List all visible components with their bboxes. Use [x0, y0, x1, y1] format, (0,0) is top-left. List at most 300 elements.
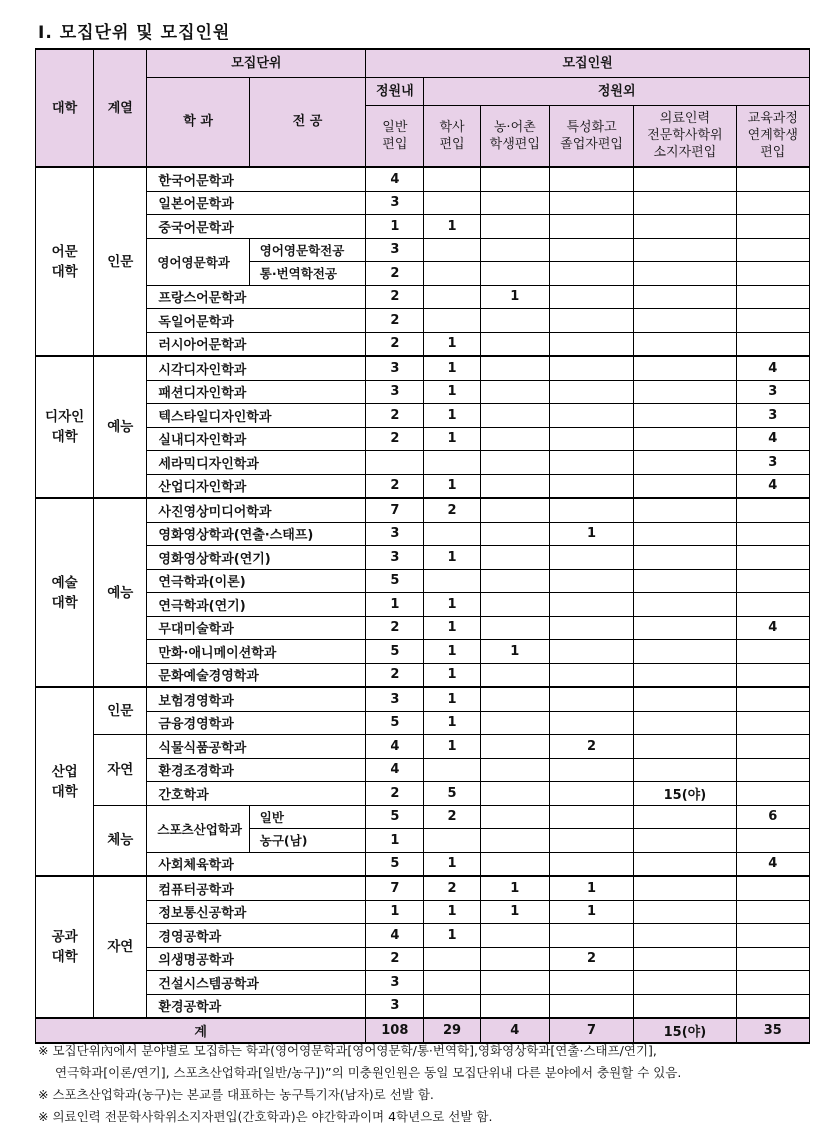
value-cell [549, 285, 633, 309]
value-cell: 1 [366, 215, 424, 239]
value-cell [480, 569, 549, 593]
table-row [36, 285, 810, 309]
value-cell [480, 616, 549, 640]
value-cell: 1 [480, 640, 549, 664]
value-cell [480, 829, 549, 853]
value-cell: 2 [366, 616, 424, 640]
value-cell: 4 [736, 474, 809, 498]
value-cell [634, 735, 736, 759]
value-cell: 1 [424, 687, 480, 711]
value-cell [480, 332, 549, 356]
value-cell [634, 663, 736, 687]
value-cell: 4 [366, 758, 424, 782]
college-cell: 예술 대학 [36, 498, 94, 687]
value-cell [424, 569, 480, 593]
value-cell [736, 924, 809, 948]
header-major: 전 공 [249, 77, 365, 167]
value-cell: 4 [736, 356, 809, 380]
value-cell: 1 [424, 900, 480, 924]
value-cell [549, 711, 633, 735]
value-cell [480, 711, 549, 735]
value-cell [736, 262, 809, 286]
value-cell: 5 [366, 640, 424, 664]
value-cell [480, 593, 549, 617]
value-cell: 4 [366, 167, 424, 191]
value-cell: 3 [366, 238, 424, 262]
value-cell: 5 [366, 852, 424, 876]
value-cell [736, 687, 809, 711]
total-value: 29 [424, 1018, 480, 1043]
table-row [36, 498, 810, 522]
dept-cell: 사진영상미디어학과 [147, 498, 366, 522]
value-cell [480, 994, 549, 1018]
value-cell: 5 [424, 782, 480, 806]
value-cell [424, 994, 480, 1018]
value-cell: 2 [366, 309, 424, 333]
table-row [36, 309, 810, 333]
value-cell [634, 238, 736, 262]
value-cell [549, 994, 633, 1018]
value-cell [424, 451, 480, 475]
value-cell: 1 [424, 852, 480, 876]
value-cell: 2 [366, 285, 424, 309]
note-line: ※ 의료인력 전문학사학위소지자편입(간호학과)은 야간학과이며 4학년으로 선발 함. [38, 1109, 493, 1124]
value-cell [634, 805, 736, 829]
dept-cell: 정보통신공학과 [147, 900, 366, 924]
value-cell [424, 191, 480, 215]
value-cell: 3 [366, 356, 424, 380]
value-cell: 1 [424, 474, 480, 498]
value-cell [736, 167, 809, 191]
value-cell [736, 947, 809, 971]
total-row [36, 1018, 810, 1043]
value-cell: 1 [366, 900, 424, 924]
value-cell [634, 852, 736, 876]
value-cell [424, 262, 480, 286]
value-cell [736, 829, 809, 853]
value-cell [634, 876, 736, 900]
value-cell [549, 262, 633, 286]
dept-cell: 문화예술경영학과 [147, 663, 366, 687]
value-cell [424, 829, 480, 853]
value-cell: 5 [366, 569, 424, 593]
value-cell [549, 616, 633, 640]
table-row [36, 356, 810, 380]
header-within-quota: 정원내 [366, 77, 424, 105]
value-cell [634, 191, 736, 215]
value-cell: 3 [366, 971, 424, 995]
note-line: ※ 스포츠산업학과(농구)는 본교를 대표하는 농구특기자(남자)로 선발 함. [38, 1087, 434, 1102]
table-row [36, 167, 810, 191]
dept-cell: 식물식품공학과 [147, 735, 366, 759]
major-cell: 일반 [249, 805, 365, 829]
value-cell [634, 167, 736, 191]
value-cell [480, 404, 549, 428]
table-row [36, 852, 810, 876]
header-dept: 학 과 [147, 77, 249, 167]
dept-cell: 실내디자인학과 [147, 427, 366, 451]
table-row [36, 663, 810, 687]
dept-cell: 독일어문학과 [147, 309, 366, 333]
dept-cell: 컴퓨터공학과 [147, 876, 366, 900]
value-cell [736, 782, 809, 806]
dept-cell: 만화·애니메이션학과 [147, 640, 366, 664]
notes [38, 1040, 818, 1128]
total-label: 계 [36, 1018, 366, 1043]
dept-cell: 스포츠산업학과 [147, 805, 249, 852]
value-cell [634, 380, 736, 404]
value-cell: 6 [736, 805, 809, 829]
header-outside-quota: 정원외 [424, 77, 810, 105]
table-row [36, 735, 810, 759]
value-cell [480, 924, 549, 948]
value-cell: 1 [424, 640, 480, 664]
value-cell [549, 569, 633, 593]
value-cell: 2 [549, 947, 633, 971]
value-cell [634, 971, 736, 995]
value-cell [634, 640, 736, 664]
value-cell: 3 [366, 191, 424, 215]
track-cell: 자연 [94, 735, 147, 806]
value-cell: 5 [366, 805, 424, 829]
value-cell: 3 [366, 380, 424, 404]
value-cell [549, 924, 633, 948]
track-cell: 예능 [94, 498, 147, 687]
value-cell [634, 829, 736, 853]
value-cell: 15(야) [634, 782, 736, 806]
dept-cell: 세라믹디자인학과 [147, 451, 366, 475]
value-cell [480, 546, 549, 570]
value-cell [480, 498, 549, 522]
value-cell [480, 262, 549, 286]
table-row [36, 569, 810, 593]
value-cell [634, 593, 736, 617]
dept-cell: 텍스타일디자인학과 [147, 404, 366, 428]
value-cell [736, 285, 809, 309]
table-row [36, 593, 810, 617]
value-cell: 1 [549, 522, 633, 546]
note-line: 연극학과[이론/연기], 스포츠산업학과[일반/농구])”의 미충원인원은 동일 모집단위내 다른 분야에서 충원할 수 있음. [55, 1065, 682, 1080]
table-row [36, 191, 810, 215]
value-cell [480, 167, 549, 191]
dept-cell: 러시아어문학과 [147, 332, 366, 356]
value-cell [549, 238, 633, 262]
value-cell [736, 498, 809, 522]
table-row [36, 971, 810, 995]
value-cell [634, 332, 736, 356]
dept-cell: 의생명공학과 [147, 947, 366, 971]
table-row [36, 546, 810, 570]
header-col-3: 특성화고 졸업자편입 [549, 105, 633, 167]
value-cell [549, 593, 633, 617]
value-cell [480, 805, 549, 829]
table-row [36, 451, 810, 475]
value-cell [634, 498, 736, 522]
table-row [36, 380, 810, 404]
value-cell [736, 711, 809, 735]
value-cell [634, 474, 736, 498]
value-cell [736, 900, 809, 924]
track-cell: 인문 [94, 687, 147, 735]
value-cell [549, 805, 633, 829]
value-cell: 1 [424, 593, 480, 617]
major-cell: 영어영문학전공 [249, 238, 365, 262]
value-cell [634, 616, 736, 640]
value-cell [549, 404, 633, 428]
value-cell: 1 [424, 380, 480, 404]
value-cell: 1 [366, 829, 424, 853]
value-cell: 1 [424, 404, 480, 428]
value-cell [549, 380, 633, 404]
dept-cell: 일본어문학과 [147, 191, 366, 215]
value-cell: 1 [549, 876, 633, 900]
value-cell: 1 [424, 735, 480, 759]
value-cell [480, 782, 549, 806]
value-cell [634, 687, 736, 711]
value-cell: 3 [736, 451, 809, 475]
dept-cell: 시각디자인학과 [147, 356, 366, 380]
header-track: 계열 [94, 49, 147, 167]
value-cell [634, 758, 736, 782]
header-recruit: 모집인원 [366, 49, 810, 77]
header-college: 대학 [36, 49, 94, 167]
table-row [36, 711, 810, 735]
value-cell [634, 522, 736, 546]
value-cell: 4 [736, 427, 809, 451]
college-cell: 디자인 대학 [36, 356, 94, 498]
value-cell [549, 829, 633, 853]
value-cell: 1 [424, 215, 480, 239]
table-row [36, 522, 810, 546]
value-cell [634, 427, 736, 451]
total-value: 15(야) [634, 1018, 736, 1043]
track-cell: 자연 [94, 876, 147, 1018]
value-cell [480, 852, 549, 876]
value-cell: 1 [424, 711, 480, 735]
value-cell: 3 [366, 522, 424, 546]
value-cell [549, 758, 633, 782]
value-cell: 1 [424, 356, 480, 380]
value-cell [736, 191, 809, 215]
value-cell [366, 451, 424, 475]
value-cell [736, 522, 809, 546]
value-cell [634, 994, 736, 1018]
value-cell: 2 [366, 663, 424, 687]
college-cell: 어문 대학 [36, 167, 94, 356]
value-cell [549, 687, 633, 711]
value-cell [634, 262, 736, 286]
value-cell [424, 238, 480, 262]
value-cell [424, 309, 480, 333]
value-cell [736, 663, 809, 687]
value-cell [480, 474, 549, 498]
value-cell [549, 498, 633, 522]
table-row [36, 427, 810, 451]
value-cell [480, 735, 549, 759]
value-cell [634, 924, 736, 948]
value-cell [480, 947, 549, 971]
header-col-1: 학사 편입 [424, 105, 480, 167]
dept-cell: 건설시스템공학과 [147, 971, 366, 995]
value-cell [549, 640, 633, 664]
table-row [36, 215, 810, 239]
value-cell [736, 546, 809, 570]
value-cell: 3 [736, 404, 809, 428]
table-row [36, 900, 810, 924]
table-row [36, 404, 810, 428]
value-cell [634, 356, 736, 380]
major-cell: 농구(남) [249, 829, 365, 853]
dept-cell: 연극학과(연기) [147, 593, 366, 617]
value-cell: 1 [549, 900, 633, 924]
value-cell [736, 309, 809, 333]
total-value: 4 [480, 1018, 549, 1043]
dept-cell: 중국어문학과 [147, 215, 366, 239]
value-cell: 1 [424, 924, 480, 948]
value-cell [736, 569, 809, 593]
value-cell: 1 [424, 616, 480, 640]
value-cell: 3 [366, 546, 424, 570]
dept-cell: 환경조경학과 [147, 758, 366, 782]
value-cell [736, 332, 809, 356]
dept-cell: 사회체육학과 [147, 852, 366, 876]
dept-cell: 산업디자인학과 [147, 474, 366, 498]
value-cell [480, 451, 549, 475]
value-cell [424, 285, 480, 309]
header-col-0: 일반 편입 [366, 105, 424, 167]
value-cell: 4 [736, 616, 809, 640]
table-row [36, 994, 810, 1018]
value-cell: 1 [424, 663, 480, 687]
dept-cell: 한국어문학과 [147, 167, 366, 191]
value-cell [549, 356, 633, 380]
value-cell [736, 994, 809, 1018]
value-cell: 2 [424, 876, 480, 900]
track-cell: 인문 [94, 167, 147, 356]
track-cell: 체능 [94, 805, 147, 876]
dept-cell: 간호학과 [147, 782, 366, 806]
dept-cell: 연극학과(이론) [147, 569, 366, 593]
table-row [36, 687, 810, 711]
value-cell [634, 711, 736, 735]
value-cell: 1 [424, 546, 480, 570]
table-row [36, 238, 810, 262]
value-cell: 1 [424, 427, 480, 451]
value-cell [736, 758, 809, 782]
dept-cell: 보험경영학과 [147, 687, 366, 711]
value-cell: 2 [366, 474, 424, 498]
page-title: I. 모집단위 및 모집인원 [38, 23, 231, 43]
value-cell: 7 [366, 498, 424, 522]
value-cell [480, 191, 549, 215]
value-cell [736, 876, 809, 900]
major-cell: 통·번역학전공 [249, 262, 365, 286]
value-cell [634, 404, 736, 428]
header-col-5: 교육과정 연계학생 편입 [736, 105, 809, 167]
value-cell: 4 [736, 852, 809, 876]
value-cell [424, 758, 480, 782]
value-cell: 4 [366, 924, 424, 948]
value-cell: 2 [424, 805, 480, 829]
value-cell [480, 356, 549, 380]
value-cell [549, 474, 633, 498]
value-cell [736, 215, 809, 239]
value-cell [549, 663, 633, 687]
value-cell [480, 238, 549, 262]
value-cell: 4 [366, 735, 424, 759]
value-cell [736, 238, 809, 262]
table-row [36, 924, 810, 948]
table-row [36, 640, 810, 664]
value-cell [736, 971, 809, 995]
value-cell [480, 427, 549, 451]
value-cell: 2 [366, 782, 424, 806]
value-cell [549, 191, 633, 215]
table-row [36, 782, 810, 806]
value-cell: 2 [424, 498, 480, 522]
value-cell [480, 663, 549, 687]
college-cell: 산업 대학 [36, 687, 94, 876]
value-cell [480, 687, 549, 711]
value-cell: 3 [366, 687, 424, 711]
table-row [36, 616, 810, 640]
value-cell: 1 [480, 900, 549, 924]
dept-cell: 환경공학과 [147, 994, 366, 1018]
value-cell [424, 522, 480, 546]
value-cell: 2 [366, 262, 424, 286]
value-cell [549, 427, 633, 451]
value-cell [634, 546, 736, 570]
value-cell [736, 640, 809, 664]
value-cell [480, 380, 549, 404]
value-cell [549, 215, 633, 239]
value-cell [480, 971, 549, 995]
value-cell: 3 [736, 380, 809, 404]
value-cell: 7 [366, 876, 424, 900]
college-cell: 공과 대학 [36, 876, 94, 1018]
value-cell [549, 971, 633, 995]
note-line: ※ 모집단위內에서 분야별로 모집하는 학과(영어영문학과[영어영문학/통·번역학],영화영상학과[연출·스태프/연기], [38, 1043, 657, 1058]
dept-cell: 금융경영학과 [147, 711, 366, 735]
dept-cell: 무대미술학과 [147, 616, 366, 640]
value-cell: 5 [366, 711, 424, 735]
value-cell: 1 [480, 876, 549, 900]
value-cell [549, 451, 633, 475]
value-cell: 1 [424, 332, 480, 356]
table-row [36, 332, 810, 356]
header-unit: 모집단위 [147, 49, 366, 77]
header-col-4: 의료인력 전문학사학위 소지자편입 [634, 105, 736, 167]
dept-cell: 패션디자인학과 [147, 380, 366, 404]
total-value: 35 [736, 1018, 809, 1043]
value-cell [634, 285, 736, 309]
dept-cell: 경영공학과 [147, 924, 366, 948]
table-row [36, 805, 810, 829]
value-cell [634, 900, 736, 924]
value-cell [549, 309, 633, 333]
dept-cell: 프랑스어문학과 [147, 285, 366, 309]
track-cell: 예능 [94, 356, 147, 498]
dept-cell: 영화영상학과(연기) [147, 546, 366, 570]
value-cell: 2 [366, 427, 424, 451]
value-cell: 2 [366, 947, 424, 971]
header-col-2: 농·어촌 학생편입 [480, 105, 549, 167]
dept-cell: 영어영문학과 [147, 238, 249, 285]
value-cell [634, 309, 736, 333]
table-row [36, 758, 810, 782]
value-cell [549, 546, 633, 570]
value-cell [634, 451, 736, 475]
